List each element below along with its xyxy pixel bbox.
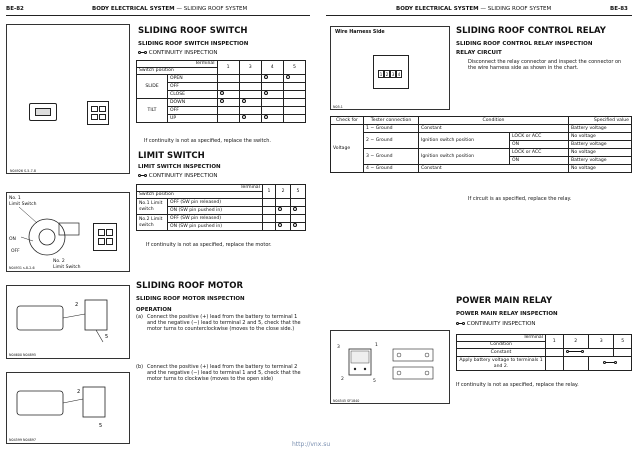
svg-text:5: 5	[99, 423, 103, 429]
switch-continuity-marker	[220, 99, 224, 103]
limit-fig-on: ON	[9, 237, 16, 242]
relay-connector-illustration	[373, 55, 409, 89]
relay-connector-figure	[330, 26, 450, 110]
relay-inspection-heading: SLIDING ROOF CONTROL RELAY INSPECTION	[456, 41, 593, 47]
limit-note: If continuity is not as specified, replace the motor.	[146, 242, 272, 248]
limit-fig-label-no2: No. 2	[53, 259, 65, 264]
motor-a-illustration	[13, 292, 125, 350]
power-note: If continuity is not as specified, replace the relay.	[456, 382, 579, 388]
motor-step-b-text: Connect the positive (+) lead from the battery to terminal 2 and the negative (−) lead to terminal 1 and 5, check that the motor turns to clockwise (moves to the open side)	[147, 364, 301, 383]
power-title: POWER MAIN RELAY	[456, 296, 553, 306]
relay-row3-value: Battery voltage	[569, 141, 632, 149]
limit-row-2-on: ON (SW pin pushed in)	[168, 223, 263, 231]
relay-pin-4: 4	[397, 72, 401, 77]
power-col-5: 5	[614, 335, 632, 349]
limit-row-2-off: OFF (SW pin released)	[168, 215, 263, 223]
motor-step-a-label: (a)	[136, 314, 143, 320]
relay-header-check-for: Check for	[331, 117, 364, 125]
motor-figure-b-caption: N04599 N04897	[9, 438, 36, 442]
switch-table-terminal-header: Terminal	[137, 61, 218, 68]
switch-row-slide-off: OFF	[168, 83, 218, 91]
limit-row-1-off: OFF (SW pin released)	[168, 199, 263, 207]
switch-continuity-heading	[138, 50, 218, 56]
power-row-constant: Constant	[457, 349, 546, 357]
left-header-system: BODY ELECTRICAL SYSTEM	[92, 6, 175, 12]
limit-col-1: 1	[262, 185, 275, 199]
relay-row4-value: No voltage	[569, 149, 632, 157]
relay-figure-caption: N05.1	[333, 105, 343, 109]
right-header-subtitle: — SLIDING ROOF SYSTEM	[480, 6, 552, 12]
limit-switch-illustration	[13, 207, 93, 261]
left-header-rule	[6, 15, 310, 16]
relay-row6-value: No voltage	[569, 165, 632, 173]
switch-continuity-marker	[220, 91, 224, 95]
relay-row1-condition: Constant	[419, 125, 569, 133]
relay-row1-value: Battery voltage	[569, 125, 632, 133]
switch-row-close: CLOSE	[168, 91, 218, 99]
left-header-title	[92, 6, 247, 12]
right-header-title	[396, 6, 551, 12]
switch-title: SLIDING ROOF SWITCH	[138, 26, 248, 36]
motor-step-a-text: Connect the positive (+) lead from the battery to terminal 1 and the negative (−) lead to terminal 2 and 5, check that the motor turns to counterclockwise (moves to the close side.)	[147, 314, 301, 333]
motor-inspection-heading: SLIDING ROOF MOTOR INSPECTION	[136, 296, 245, 302]
motor-operation-heading: OPERATION	[136, 307, 172, 313]
switch-row-down: DOWN	[168, 99, 218, 107]
power-figure-caption: N04545 SF1840	[333, 399, 360, 403]
limit-table-position-header: Switch position	[137, 192, 263, 199]
switch-continuity-marker	[261, 75, 283, 83]
limit-continuity-marker	[278, 207, 282, 211]
limit-fig-label-switch2: Limit Switch	[53, 265, 81, 270]
relay-row6-tester: 4 − Ground	[364, 165, 419, 173]
limit-switch-figure	[6, 192, 130, 272]
limit-continuity-table	[136, 184, 306, 231]
power-fig-num-2: 2	[341, 377, 344, 382]
continuity-symbol-icon	[138, 51, 147, 54]
limit-continuity-marker	[278, 223, 282, 227]
switch-continuity-marker	[264, 115, 268, 119]
switch-continuity-marker	[242, 99, 246, 103]
relay-row2-tester: 2 − Ground	[364, 133, 419, 149]
power-contact-symbol	[588, 357, 631, 371]
switch-table-position-header: Switch position	[137, 68, 218, 75]
power-continuity-label: CONTINUITY INSPECTION	[466, 321, 536, 327]
right-header-rule	[326, 15, 632, 16]
power-relay-illustration	[335, 339, 447, 399]
motor-figure-a-caption: N04600 N04895	[9, 353, 36, 357]
power-continuity-heading	[456, 321, 536, 327]
limit-col-5: 5	[291, 185, 306, 199]
switch-figure-caption: N04926 S-5-7-8	[10, 169, 36, 173]
switch-group-slide: SLIDE	[137, 75, 168, 99]
continuity-symbol-icon	[138, 174, 147, 177]
limit-connector-illustration	[93, 223, 117, 251]
relay-pin-3: 3	[391, 72, 395, 77]
relay-note: If circuit is as specified, replace the relay.	[468, 196, 572, 202]
limit-continuity-marker	[293, 207, 297, 211]
relay-row1-tester: 1 − Ground	[364, 125, 419, 133]
relay-row6-condition: Constant	[419, 165, 569, 173]
motor-figure-b	[6, 372, 130, 444]
limit-switch-2: No.2 Limit switch	[137, 215, 168, 231]
switch-continuity-marker	[264, 91, 268, 95]
relay-row2-sub: LOCK or ACC	[510, 133, 569, 141]
limit-continuity-heading	[138, 173, 218, 179]
limit-table-terminal-header: Terminal	[137, 185, 263, 192]
relay-row5-value: Battery voltage	[569, 157, 632, 165]
limit-figure-caption: N04931 s-8-2-6	[9, 266, 35, 270]
continuity-symbol-icon	[456, 322, 465, 325]
switch-continuity-marker	[283, 75, 305, 83]
switch-figure	[6, 24, 130, 174]
power-col-2: 2	[563, 335, 588, 349]
power-table-terminal-header: Terminal	[457, 335, 546, 342]
switch-col-5: 5	[283, 61, 305, 75]
svg-text:2: 2	[77, 389, 81, 395]
limit-fig-label-switch1: Limit Switch	[9, 202, 37, 207]
relay-row2-condition: Ignition switch position	[419, 133, 510, 149]
power-coil-symbol	[563, 349, 614, 357]
relay-row4-tester: 3 − Ground	[364, 149, 419, 165]
switch-connector-illustration	[87, 101, 109, 125]
relay-row4-condition: Ignition switch position	[419, 149, 510, 165]
switch-group-tilt: TILT	[137, 99, 168, 123]
relay-title: SLIDING ROOF CONTROL RELAY	[456, 26, 606, 36]
switch-row-up: UP	[168, 115, 218, 123]
power-relay-figure	[330, 330, 450, 404]
relay-header-tester: Tester connection	[364, 117, 419, 125]
relay-circuit-table	[330, 116, 632, 173]
switch-continuity-label: CONTINUITY INSPECTION	[148, 50, 218, 56]
limit-fig-label-no1: No. 1	[9, 196, 21, 201]
relay-figure-title: Wire Harness Side	[335, 30, 385, 35]
switch-note: If continuity is not as specified, replace the switch.	[144, 138, 271, 144]
limit-col-2: 2	[276, 185, 291, 199]
limit-title: LIMIT SWITCH	[138, 151, 205, 161]
watermark-link[interactable]: http://vnx.su	[292, 441, 331, 448]
power-fig-num-3: 3	[337, 345, 340, 350]
limit-continuity-marker	[293, 223, 297, 227]
relay-row2-value: No voltage	[569, 133, 632, 141]
left-page-number: BE-82	[6, 6, 24, 12]
motor-step-b-label: (b)	[136, 364, 144, 370]
relay-check-voltage: Voltage	[331, 125, 364, 173]
relay-pin-1: 1	[379, 72, 383, 77]
switch-row-open: OPEN	[168, 75, 218, 83]
motor-b-illustration	[13, 379, 125, 435]
relay-circuit-heading: RELAY CIRCUIT	[456, 50, 502, 56]
relay-row5-sub: ON	[510, 157, 569, 165]
power-fig-num-1: 1	[375, 343, 378, 348]
limit-fig-off: OFF	[11, 249, 20, 254]
switch-col-3: 3	[239, 61, 261, 75]
motor-title: SLIDING ROOF MOTOR	[136, 281, 243, 291]
relay-header-specified: Specified value	[569, 117, 632, 125]
limit-row-1-on: ON (SW pin pushed in)	[168, 207, 263, 215]
relay-pin-2: 2	[385, 72, 389, 77]
power-row-apply-voltage: Apply battery voltage to terminals 1 and 2.	[457, 357, 546, 371]
switch-col-4: 4	[261, 61, 283, 75]
relay-header-condition: Condition	[419, 117, 569, 125]
motor-figure-a	[6, 285, 130, 359]
power-col-1: 1	[546, 335, 564, 349]
power-fig-num-5: 5	[373, 379, 376, 384]
limit-continuity-label: CONTINUITY INSPECTION	[148, 173, 218, 179]
power-inspection-heading: POWER MAIN RELAY INSPECTION	[456, 311, 558, 317]
power-table-condition-header: Condition	[457, 342, 546, 349]
switch-inspection-heading: SLIDING ROOF SWITCH INSPECTION	[138, 41, 249, 47]
power-continuity-table	[456, 334, 632, 371]
switch-row-tilt-off: OFF	[168, 107, 218, 115]
relay-row3-sub: ON	[510, 141, 569, 149]
switch-continuity-marker	[242, 115, 246, 119]
relay-instructions: Disconnect the relay connector and inspect the connector on the wire harness side as shown in the chart.	[468, 59, 622, 72]
right-header-system: BODY ELECTRICAL SYSTEM	[396, 6, 479, 12]
switch-continuity-table	[136, 60, 306, 123]
svg-text:5: 5	[105, 334, 109, 340]
switch-body-illustration	[29, 103, 57, 121]
switch-col-1: 1	[217, 61, 239, 75]
right-page-number: BE-83	[610, 6, 628, 12]
left-header-subtitle: — SLIDING ROOF SYSTEM	[176, 6, 248, 12]
svg-text:2: 2	[75, 302, 79, 308]
limit-switch-1: No.1 Limit switch	[137, 199, 168, 215]
power-col-3: 3	[588, 335, 613, 349]
relay-row4-sub: LOCK or ACC	[510, 149, 569, 157]
limit-inspection-heading: LIMIT SWITCH INSPECTION	[138, 164, 221, 170]
